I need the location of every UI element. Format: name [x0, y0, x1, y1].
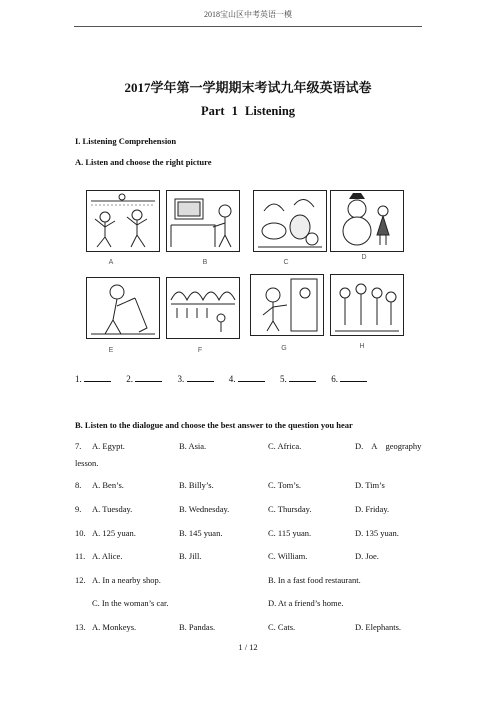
picture-label-f: F: [197, 347, 203, 354]
blank-item: 1.: [75, 374, 111, 384]
option-c: C. Africa.: [268, 441, 302, 451]
option-b: B. Asia.: [179, 441, 207, 451]
option-c: C. William.: [268, 551, 308, 561]
option-b: B. In a fast food restaurant.: [268, 575, 361, 585]
picture-label-g: G: [281, 345, 287, 352]
man-at-door-illustration: [251, 275, 323, 335]
option-d: D. 135 yuan.: [355, 528, 399, 538]
option-d: D. Elephants.: [355, 622, 402, 632]
section-b-heading: B. Listen to the dialogue and choose the best answer to the question you hear: [75, 420, 353, 430]
picture-label-b: B: [202, 259, 208, 266]
sweeping-girl-illustration: [87, 278, 159, 338]
picture-label-h: H: [359, 343, 365, 350]
answer-blanks: [75, 373, 380, 384]
answer-blank-1[interactable]: [84, 373, 111, 382]
picture-label-e: E: [108, 347, 114, 354]
section-a-heading: A. Listen and choose the right picture: [75, 157, 212, 167]
question-number: 8.: [75, 480, 82, 490]
picture-label-a: A: [108, 259, 114, 266]
option-b: B. Billy’s.: [179, 480, 214, 490]
volleyball-players-illustration: [87, 191, 159, 251]
option-c: C. Thursday.: [268, 504, 312, 514]
page-header: 2018宝山区中考英语一模: [204, 10, 292, 19]
picture-label-c: C: [283, 259, 289, 266]
option-a: A. Tuesday.: [92, 504, 133, 514]
option-a: A. Ben’s.: [92, 480, 124, 490]
option-b: B. 145 yuan.: [179, 528, 223, 538]
picture-e: [86, 277, 160, 339]
vegetables-illustration: [254, 191, 326, 251]
option-a: A. Egypt.: [92, 441, 125, 451]
blank-item: 6.: [331, 374, 367, 384]
option-b: B. Jill.: [179, 551, 202, 561]
option-a: A. In a nearby shop.: [92, 575, 161, 585]
answer-blank-2[interactable]: [135, 373, 162, 382]
option-d: D. A geography: [355, 441, 422, 451]
picture-a: [86, 190, 160, 252]
option-b: B. Wednesday.: [179, 504, 230, 514]
option-d: D. At a friend’s home.: [268, 598, 344, 608]
snowman-illustration: [331, 191, 403, 251]
picture-g: [250, 274, 324, 336]
option-c: C. 115 yuan.: [268, 528, 312, 538]
answer-blank-4[interactable]: [238, 373, 265, 382]
question-number: 12.: [75, 575, 86, 585]
option-a: A. 125 yuan.: [92, 528, 136, 538]
computer-desk-illustration: [167, 191, 239, 251]
option-d-continued: lesson.: [75, 458, 99, 468]
answer-blank-5[interactable]: [289, 373, 316, 382]
header-divider: [74, 26, 422, 27]
part-heading: Part 1 Listening: [200, 104, 296, 118]
question-number: 13.: [75, 622, 86, 632]
option-d: D. Tim’s: [355, 480, 385, 490]
option-a: A. Monkeys.: [92, 622, 137, 632]
option-c: C. In the woman’s car.: [92, 598, 169, 608]
park-scene-illustration: [167, 278, 239, 338]
page-number: 1 / 12: [238, 642, 258, 652]
option-b: B. Pandas.: [179, 622, 216, 632]
blank-item: 2.: [126, 374, 162, 384]
option-d: D. Friday.: [355, 504, 390, 514]
option-c: C. Tom’s.: [268, 480, 302, 490]
picture-f: [166, 277, 240, 339]
blank-item: 4.: [229, 374, 265, 384]
picture-b: [166, 190, 240, 252]
picture-h: [330, 274, 404, 336]
section-i-heading: I. Listening Comprehension: [75, 136, 177, 146]
question-number: 7.: [75, 441, 82, 451]
option-d: D. Joe.: [355, 551, 379, 561]
question-number: 11.: [75, 551, 86, 561]
question-number: 10.: [75, 528, 86, 538]
question-number: 9.: [75, 504, 82, 514]
picture-c: [253, 190, 327, 252]
answer-blank-3[interactable]: [187, 373, 214, 382]
exam-title: 2017学年第一学期期末考试九年级英语试卷: [124, 80, 372, 95]
blank-item: 3.: [178, 374, 214, 384]
answer-blank-6[interactable]: [340, 373, 367, 382]
blank-item: 5.: [280, 374, 316, 384]
picture-label-d: D: [361, 254, 367, 261]
picture-d: [330, 190, 404, 252]
group-of-people-illustration: [331, 275, 403, 335]
option-c: C. Cats.: [268, 622, 296, 632]
option-a: A. Alice.: [92, 551, 123, 561]
